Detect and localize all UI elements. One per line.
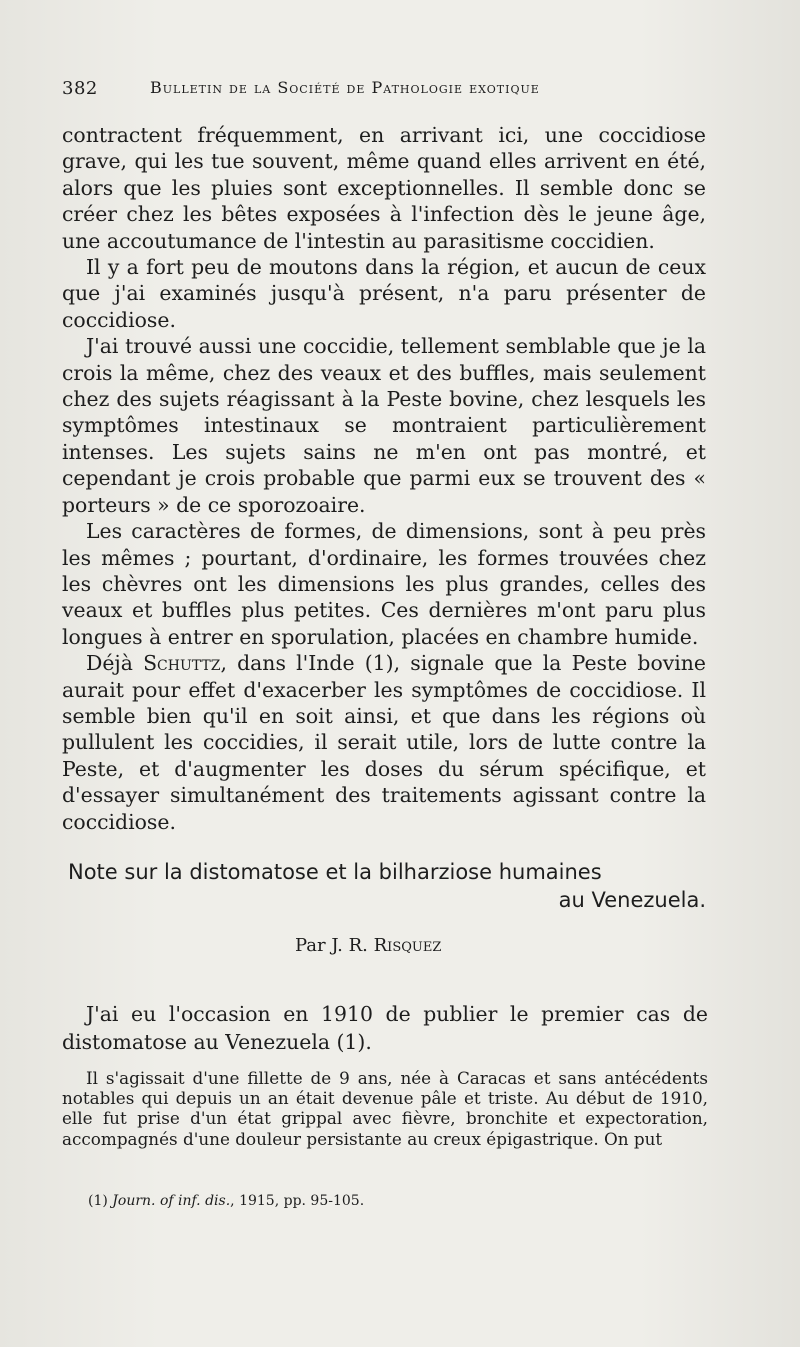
article-intro: J'ai eu l'occasion en 1910 de publier le premier cas de distomatose au Venezuela (1). [62, 1002, 708, 1054]
paragraph-1: contractent fréquemment, en arrivant ici, une coccidiose grave, qui les tue souvent, même quand elles arrivent en été, alors que les pluies sont exceptionnelles. Il semble donc se créer chez les bêtes exposées à l'infection dès le jeune âge, une accoutumance de l'intestin au parasitisme coccidien. [62, 123, 706, 253]
footnote-marker: (1) [88, 1193, 113, 1209]
paragraph-3: J'ai trouvé aussi une coccidie, tellement semblable que je la crois la même, chez des veaux et des buffles, mais seulement chez des sujets réagissant à la Peste bovine, chez lesquels les symptômes intestinaux se montraient particulièrement intenses. Les sujets sains ne m'en ont pas montré, et cependant je crois probable que parmi eux se trouvent des « porteurs » de ce sporozoaire. [62, 334, 706, 517]
paragraph-5-prefix: Déjà [86, 651, 144, 676]
author-prefix: Par J. R. [295, 935, 374, 956]
article-author [295, 935, 441, 956]
footnote-journal: Journ. of inf. dis. [112, 1193, 231, 1209]
paragraph-4: Les caractères de formes, de dimensions, sont à peu près les mêmes ; pourtant, d'ordinaire, les formes trouvées chez les chèvres ont les dimensions les plus grandes, celles des veaux et buffles plus petites. Ces dernières m'ont paru plus longues à entrer en sporulation, placées en chambre humide. [62, 519, 706, 649]
paragraph-2: Il y a fort peu de moutons dans la région, et aucun de ceux que j'ai examinés jusqu'à présent, n'a paru présenter de coccidiose. [62, 255, 706, 332]
page-header [62, 78, 702, 108]
page-number: 382 [62, 78, 98, 99]
case-report: Il s'agissait d'une fillette de 9 ans, née à Caracas et sans antécédents notables qui depuis un an était devenue pâle et triste. Au début de 1910, elle fut prise d'un état grippal avec fièvre, bronchite et expectoration, accompagnés d'une douleur persistante au creux épigastrique. On put [62, 1068, 708, 1149]
body-text [62, 122, 706, 835]
paragraph-5 [62, 650, 706, 835]
article-title [68, 858, 708, 914]
footnote-details: , 1915, pp. 95-105. [230, 1193, 365, 1209]
article-title-line-1: Note sur la distomatose et la bilharziose humaines [68, 860, 602, 884]
paragraph-5-text: , dans l'Inde (1), signale que la Peste bovine aurait pour effet d'exacerber les symptômes de coccidiose. Il semble bien qu'il en soit ainsi, et que dans les régions où pullulent les coccidies, il serait utile, lors de lutte contre la Peste, et d'augmenter les doses du sérum spécifique, et d'essayer simultanément des traitements agissant contre la coccidiose. [62, 651, 706, 834]
article-title-line-2: au Venezuela. [558, 888, 706, 912]
running-head: Bulletin de la Société de Pathologie exotique [150, 78, 540, 97]
author-name: Risquez [373, 935, 442, 956]
footnote [88, 1193, 364, 1209]
cited-author: Schuttz [143, 651, 221, 676]
